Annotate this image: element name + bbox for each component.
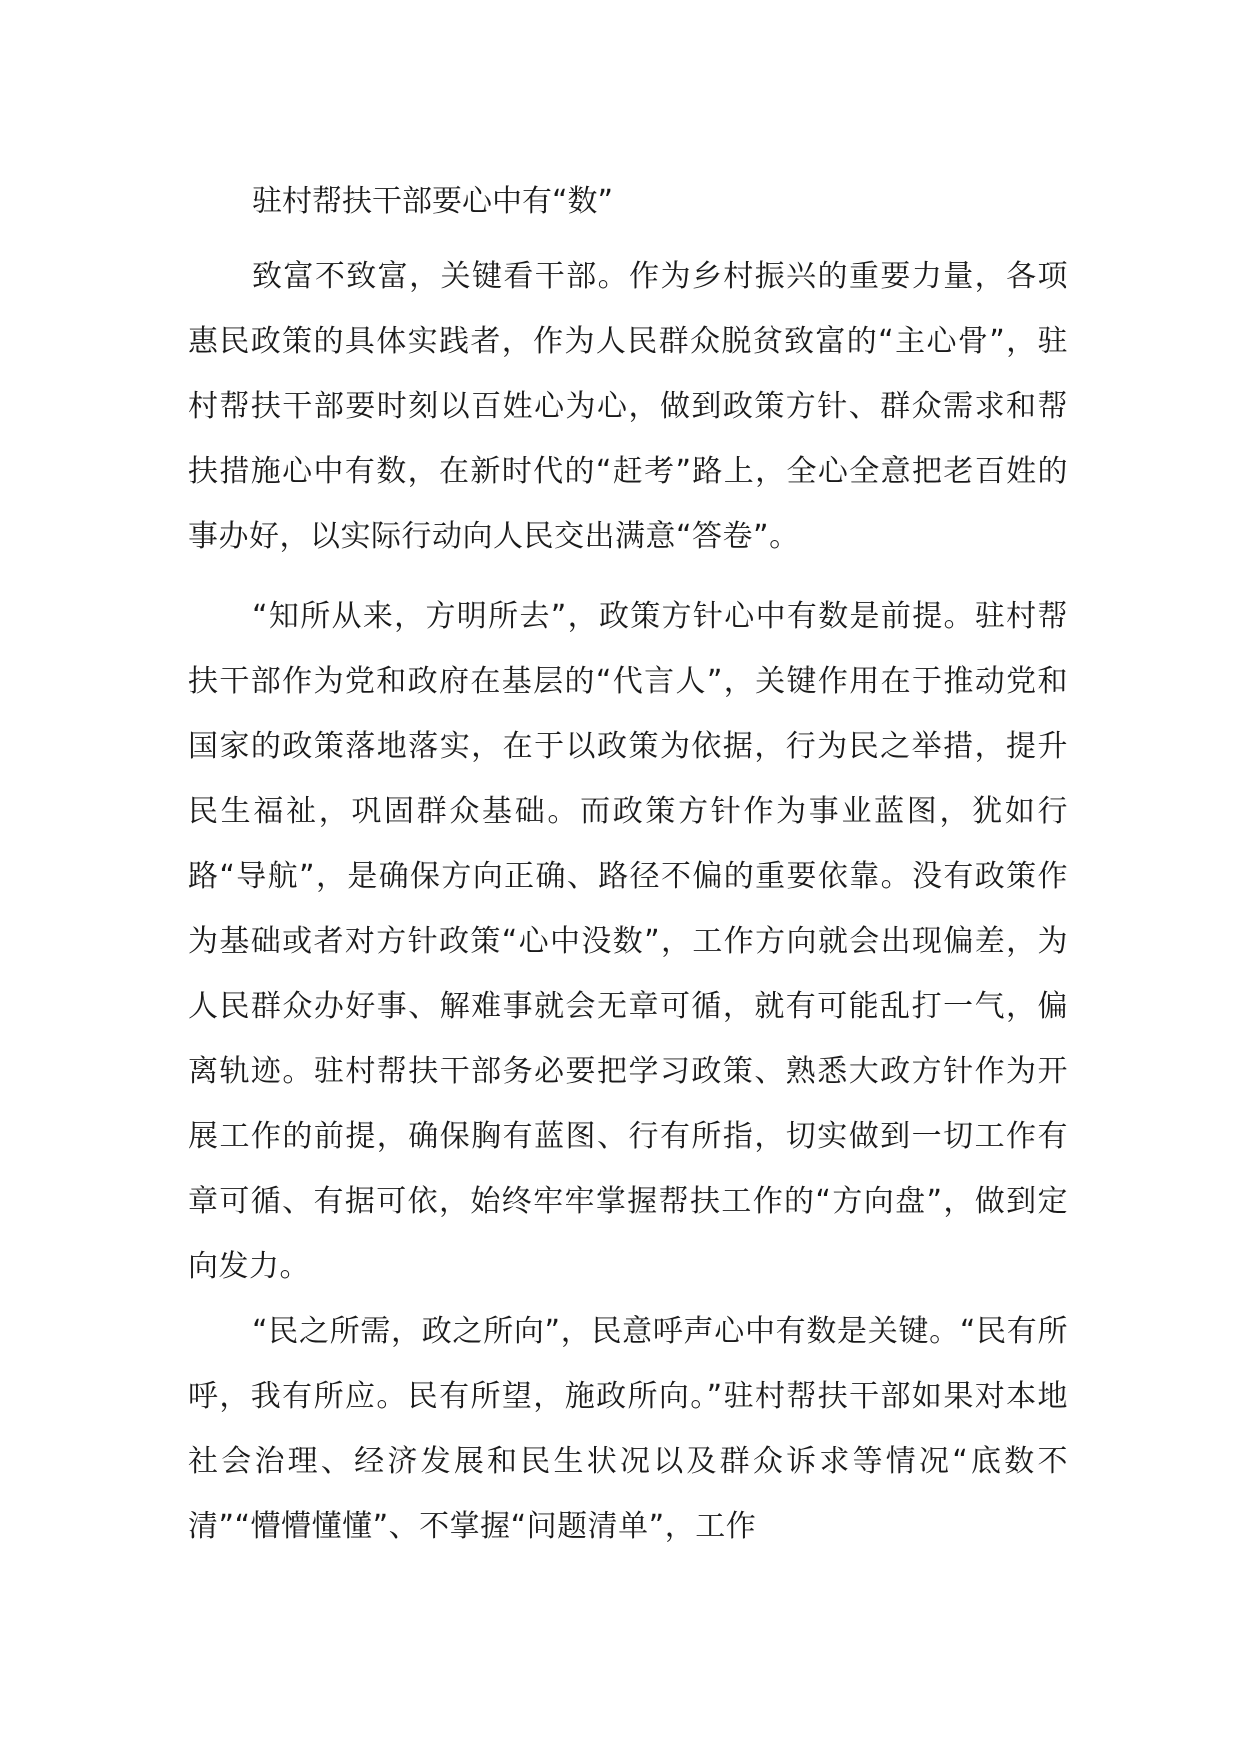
- document-title: 驻村帮扶干部要心中有“数”: [252, 184, 614, 219]
- paragraph-policy: “知所从来，方明所去”，政策方针心中有数是前提。驻村帮扶干部作为党和政府在基层的“代言人”，关键作用在于推动党和国家的政策落地落实，在于以政策为依据，行为民之举措，提升民生福祉，巩固群众基础。而政策方针作为事业蓝图，犹如行路“导航”，是确保方向正确、路径不偏的重要依靠。没有政策作为基础或者对方针政策“心中没数”，工作方向就会出现偏差，为人民群众办好事、解难事就会无章可循，就有可能乱打一气，偏离轨迹。驻村帮扶干部务必要把学习政策、熟悉大政方针作为开展工作的前提，确保胸有蓝图、行有所指，切实做到一切工作有章可循、有据可依，始终牢牢掌握帮扶工作的“方向盘”，做到定向发力。: [188, 599, 1068, 1284]
- document-body: [188, 170, 1068, 1559]
- paragraph-intro: 致富不致富，关键看干部。作为乡村振兴的重要力量，各项惠民政策的具体实践者，作为人民群众脱贫致富的“主心骨”，驻村帮扶干部要时刻以百姓心为心，做到政策方针、群众需求和帮扶措施心中有数，在新时代的“赶考”路上，全心全意把老百姓的事办好，以实际行动向人民交出满意“答卷”。: [188, 259, 1068, 554]
- paragraph-public-opinion: “民之所需，政之所向”，民意呼声心中有数是关键。“民有所呼，我有所应。民有所望，施政所向。”驻村帮扶干部如果对本地社会治理、经济发展和民生状况以及群众诉求等情况“底数不清”“懵懵懂懂”、不掌握“问题清单”，工作: [188, 1314, 1068, 1544]
